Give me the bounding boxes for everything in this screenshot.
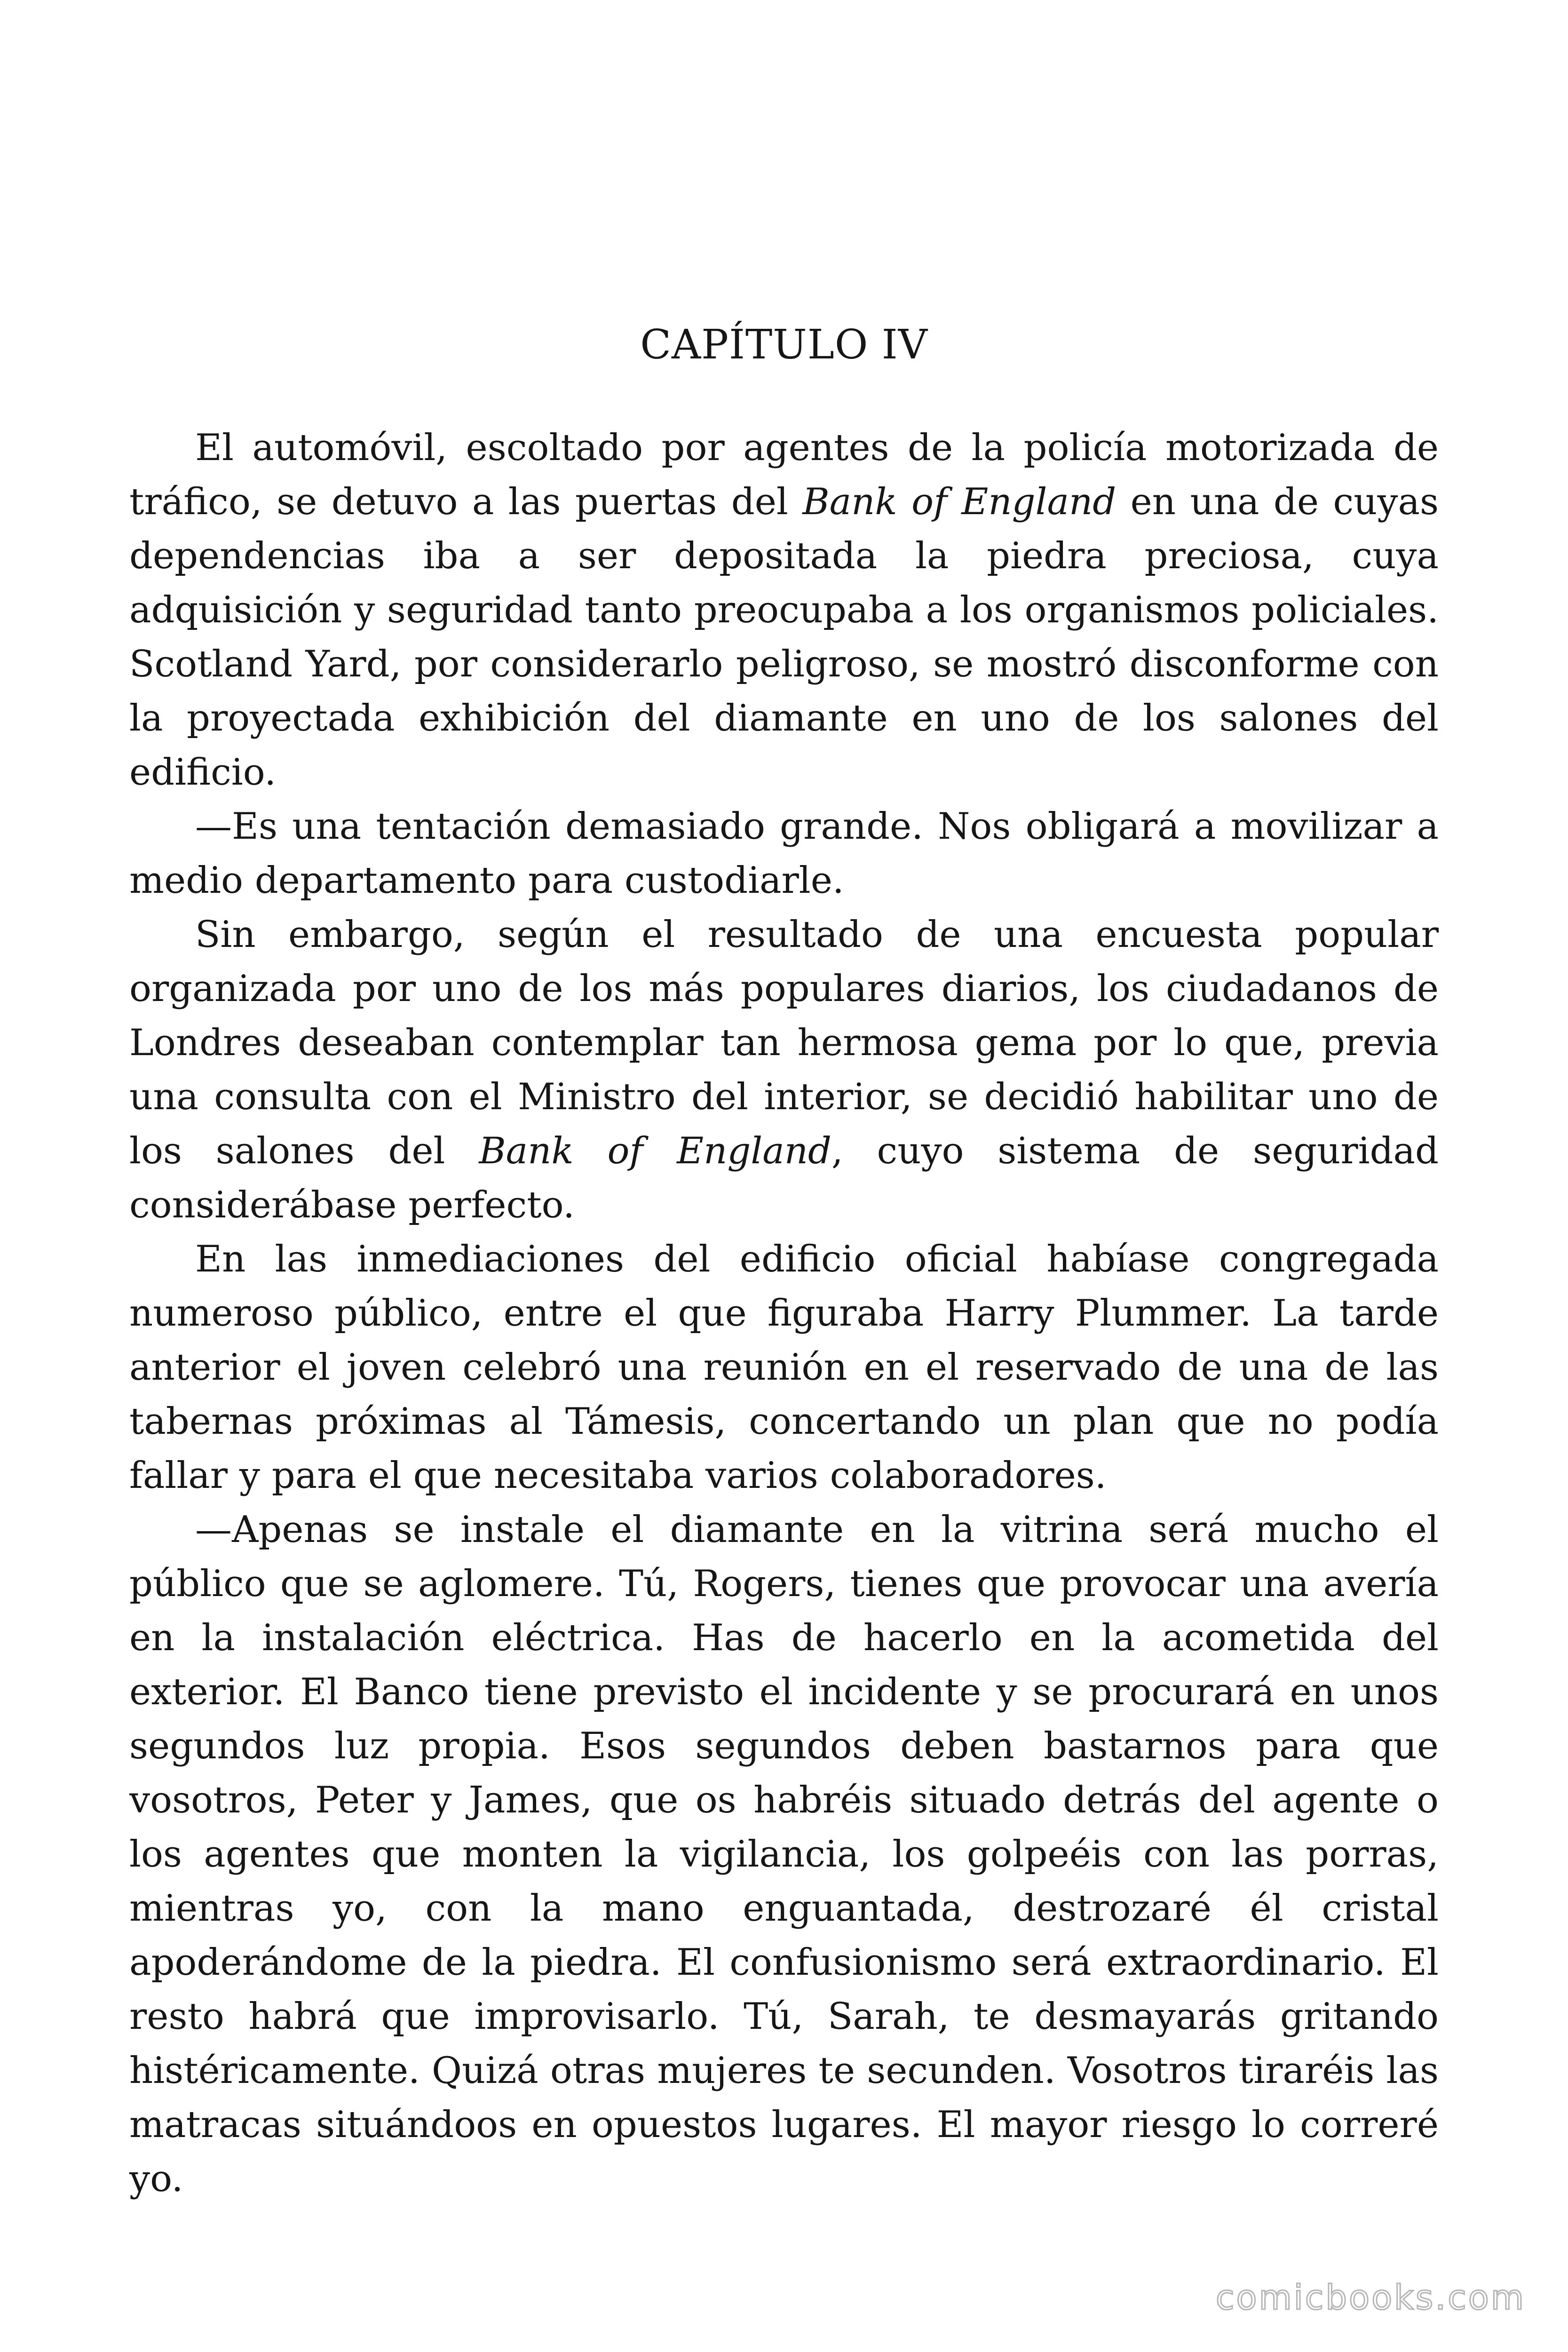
paragraph bbox=[129, 908, 1439, 1232]
paragraph-text: En las inmediaciones del edificio oficial habíase congregada numeroso público, entre el que figuraba Harry Plummer. La tarde anterior el joven celebró una reunión en el reservado de una de las tabernas próximas al Támesis, concertando un plan que no podía fallar y para el que necesitaba varios colaboradores. bbox=[129, 1238, 1439, 1497]
paragraph-text-italic: Bank of England bbox=[802, 481, 1117, 523]
paragraph bbox=[129, 800, 1439, 908]
paragraph-text: —Apenas se instale el diamante en la vitrina será mucho el público que se aglomere. Tú, Rogers, tienes que provocar una avería en la instalación eléctrica. Has de hacerlo en la acometida del exterior. El Banco tiene previsto el incidente y se procurará en unos segundos luz propia. Esos segundos deben bastarnos para que vosotros, Peter y James, que os habréis situado detrás del agente o los agentes que monten la vigilancia, los golpeéis con las porras, mientras yo, con la mano enguantada, destrozaré él cristal apoderándome de la piedra. El confusionismo será extraordinario. El resto habrá que improvisarlo. Tú, Sarah, te desmayarás gritando histéricamente. Quizá otras mujeres te secunden. Vosotros tiraréis las matracas situándoos en opuestos lugares. El mayor riesgo lo correré yo. bbox=[129, 1509, 1439, 2200]
paragraph-text: Sin embargo, según el resultado de una encuesta popular organizada por uno de los más populares diarios, los ciudadanos de Londres deseaban contemplar tan hermosa gema por lo que, previa una consulta con el Ministro del interior, se decidió habilitar uno de los salones del bbox=[129, 914, 1439, 1172]
paragraph-text: El automóvil, escoltado por agentes de la policía motorizada de tráfico, se detuvo a las puertas del bbox=[129, 427, 1439, 523]
paragraph-text: , cuyo sistema de seguridad considerábase perfecto. bbox=[129, 1130, 1439, 1226]
paragraph-text-italic: Bank of England bbox=[479, 1130, 832, 1172]
paragraph-text: en una de cuyas dependencias iba a ser depositada la piedra preciosa, cuya adquisición y seguridad tanto preocupaba a los organismos policiales. Scotland Yard, por considerarlo peligroso, se mostró disconforme con la proyectada exhibición del diamante en uno de los salones del edificio. bbox=[129, 481, 1439, 794]
paragraph bbox=[129, 1503, 1439, 2206]
paragraph-text: —Es una tentación demasiado grande. Nos obligará a movilizar a medio departamento para custodiarle. bbox=[129, 805, 1439, 902]
watermark: comicbooks.com bbox=[1215, 2278, 1526, 2317]
paragraph bbox=[129, 1232, 1439, 1503]
paragraph bbox=[129, 421, 1439, 800]
chapter-body bbox=[129, 421, 1439, 2206]
chapter-title: CAPÍTULO IV bbox=[640, 321, 928, 368]
